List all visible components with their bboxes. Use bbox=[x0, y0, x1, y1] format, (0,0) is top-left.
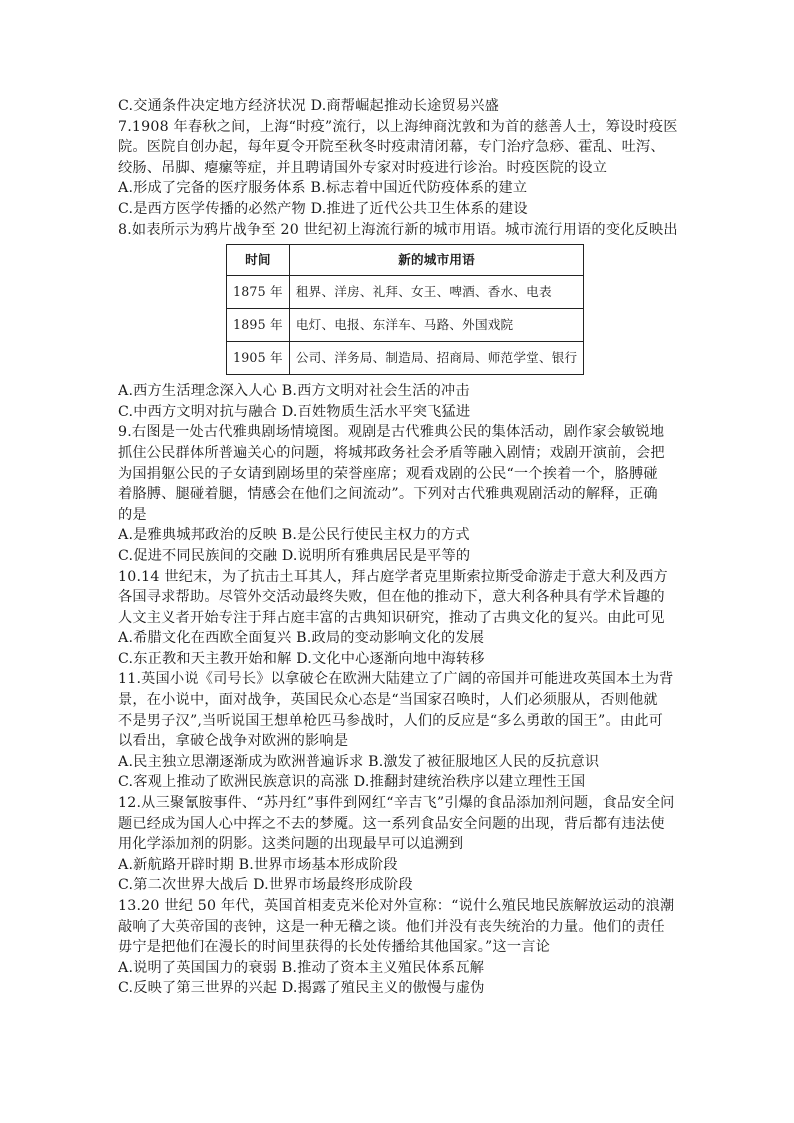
question-7-stem: 7.1908 年春秋之间，上海“时疫”流行，以上海绅商沈敦和为首的慈善人士，筹设时疫医 bbox=[118, 118, 678, 135]
question-12-stem: 12.从三聚氰胺事件、“苏丹红”事件到网红“辛吉飞”引爆的食品添加剂问题，食品安全问 bbox=[118, 795, 675, 812]
table-cell-year: 1905 年 bbox=[227, 342, 290, 375]
question-10-stem: 人文主义者开始专注于拜占庭丰富的古典知识研究，推动了古典文化的复兴。由此可见 bbox=[118, 609, 665, 626]
question-11-stem: 11.英国小说《司号长》以拿破仑在欧洲大陆建立了广阔的帝国并可能进攻英国本土为背 bbox=[118, 671, 674, 688]
question-8-option-cd: C.中西方文明对抗与融合 D.百姓物质生活水平突飞猛进 bbox=[118, 403, 471, 420]
question-13-stem: 13.20 世纪 50 年代，英国首相麦克米伦对外宣称：“说什么殖民地民族解放运动的浪潮 bbox=[118, 898, 675, 914]
question-12-option-ab: A.新航路开辟时期 B.世界市场基本形成阶段 bbox=[118, 856, 398, 873]
city-terms-table-wrap bbox=[226, 244, 578, 375]
question-10-stem: 10.14 世纪末，为了抗击土耳其人，拜占庭学者克里斯索拉斯受命游走于意大利及西方 bbox=[118, 568, 668, 585]
question-7-stem: 院。医院自创办起，每年夏令开院至秋冬时疫肃清闭幕，专门治疗急痧、霍乱、吐泻、 bbox=[118, 139, 665, 156]
question-12-stem: 用化学添加剂的阴影。这类问题的出现最早可以追溯到 bbox=[118, 836, 464, 853]
table-row bbox=[227, 276, 584, 309]
table-row bbox=[227, 309, 584, 342]
question-11-stem: 景，在小说中，面对战争，英国民众心态是“当国家召唤时，人们必须服从，否则他就 bbox=[118, 692, 658, 709]
question-9-stem: 9.右图是一处古代雅典剧场情境图。观剧是古代雅典公民的集体活动，剧作家会敏锐地 bbox=[118, 424, 665, 441]
table-header-row bbox=[227, 245, 584, 276]
question-9-stem: 为国捐躯公民的子女请到剧场里的荣誉座席；观看戏剧的公民“一个挨着一个，胳膊碰 bbox=[118, 465, 658, 482]
question-9-stem: 抓住公民群体所普遍关心的问题，将城邦政务社会矛盾等融入剧情；戏剧开演前，会把 bbox=[118, 444, 665, 461]
table-row bbox=[227, 342, 584, 375]
question-13-option-cd: C.反映了第三世界的兴起 D.揭露了殖民主义的傲慢与虚伪 bbox=[118, 980, 485, 997]
question-8-option-ab: A.西方生活理念深入人心 B.西方文明对社会生活的冲击 bbox=[118, 383, 470, 400]
question-9-option-cd: C.促进不同民族间的交融 D.说明所有雅典居民是平等的 bbox=[118, 547, 471, 564]
question-13-stem: 敲响了大英帝国的丧钟，这是一种无稽之谈。他们并没有丧失统治的力量。他们的责任 bbox=[118, 918, 665, 935]
question-12-stem: 题已经成为国人心中挥之不去的梦魇。这一系列食品安全问题的出现，背后都有违法使 bbox=[118, 815, 665, 832]
question-7-stem: 绞肠、吊脚、瘪瘰等症，并且聘请国外专家对时疫进行诊治。时疫医院的设立 bbox=[118, 159, 608, 176]
question-11-stem: 以看出，拿破仑战争对欧洲的影响是 bbox=[118, 733, 349, 750]
question-11-option-ab: A.民主独立思潮逐渐成为欧洲普遍诉求 B.激发了被征服地区人民的反抗意识 bbox=[118, 753, 600, 770]
table-header-time: 时间 bbox=[227, 245, 290, 276]
question-9-stem: 的是 bbox=[118, 506, 147, 523]
table-header-terms: 新的城市用语 bbox=[289, 245, 583, 276]
question-7-option-ab: A.形成了完备的医疗服务体系 B.标志着中国近代防疫体系的建立 bbox=[118, 180, 528, 197]
question-10-option-cd: C.东正教和天主教开始和解 D.文化中心逐渐向地中海转移 bbox=[118, 650, 485, 667]
question-9-stem: 着胳膊、腿碰着腿，情感会在他们之间流动”。下列对古代雅典观剧活动的解释，正确 bbox=[118, 486, 658, 503]
option-line: C.交通条件决定地方经济状况 D.商帮崛起推动长途贸易兴盛 bbox=[118, 98, 500, 114]
question-13-stem: 毋宁是把他们在漫长的时间里获得的长处传播给其他国家。”这一言论 bbox=[118, 939, 550, 956]
question-7-option-cd: C.是西方医学传播的必然产物 D.推进了近代公共卫生体系的建设 bbox=[118, 200, 528, 217]
table-cell-terms: 电灯、电报、东洋车、马路、外国戏院 bbox=[289, 309, 583, 342]
question-10-stem: 各国寻求帮助。尽管外交活动最终失败，但在他的推动下，意大利各种具有学术旨趣的 bbox=[118, 589, 665, 606]
text-block-before-table bbox=[118, 96, 684, 240]
question-13-option-ab: A.说明了英国国力的衰弱 B.推动了资本主义殖民体系瓦解 bbox=[118, 959, 485, 976]
table-cell-year: 1875 年 bbox=[227, 276, 290, 309]
question-11-stem: 不是男子汉”,当听说国王想单枪匹马参战时，人们的反应是“多么勇敢的国王”。由此可 bbox=[118, 712, 664, 729]
table-cell-terms: 公司、洋务局、制造局、招商局、师范学堂、银行 bbox=[289, 342, 583, 375]
city-terms-table bbox=[226, 244, 584, 375]
question-11-option-cd: C.客观上推动了欧洲民族意识的高涨 D.推翻封建统治秩序以建立理性王国 bbox=[118, 774, 586, 791]
question-10-option-ab: A.希腊文化在西欧全面复兴 B.政局的变动影响文化的发展 bbox=[118, 630, 485, 647]
table-cell-year: 1895 年 bbox=[227, 309, 290, 342]
question-12-option-cd: C.第二次世界大战后 D.世界市场最终形成阶段 bbox=[118, 877, 413, 894]
text-block-after-table bbox=[118, 381, 684, 999]
table-cell-terms: 租界、洋房、礼拜、女王、啤酒、香水、电表 bbox=[289, 276, 583, 309]
question-8-stem: 8.如表所示为鸦片战争至 20 世纪初上海流行新的城市用语。城市流行用语的变化反映出 bbox=[118, 221, 678, 238]
question-9-option-ab: A.是雅典城邦政治的反映 B.是公民行使民主权力的方式 bbox=[118, 527, 470, 544]
